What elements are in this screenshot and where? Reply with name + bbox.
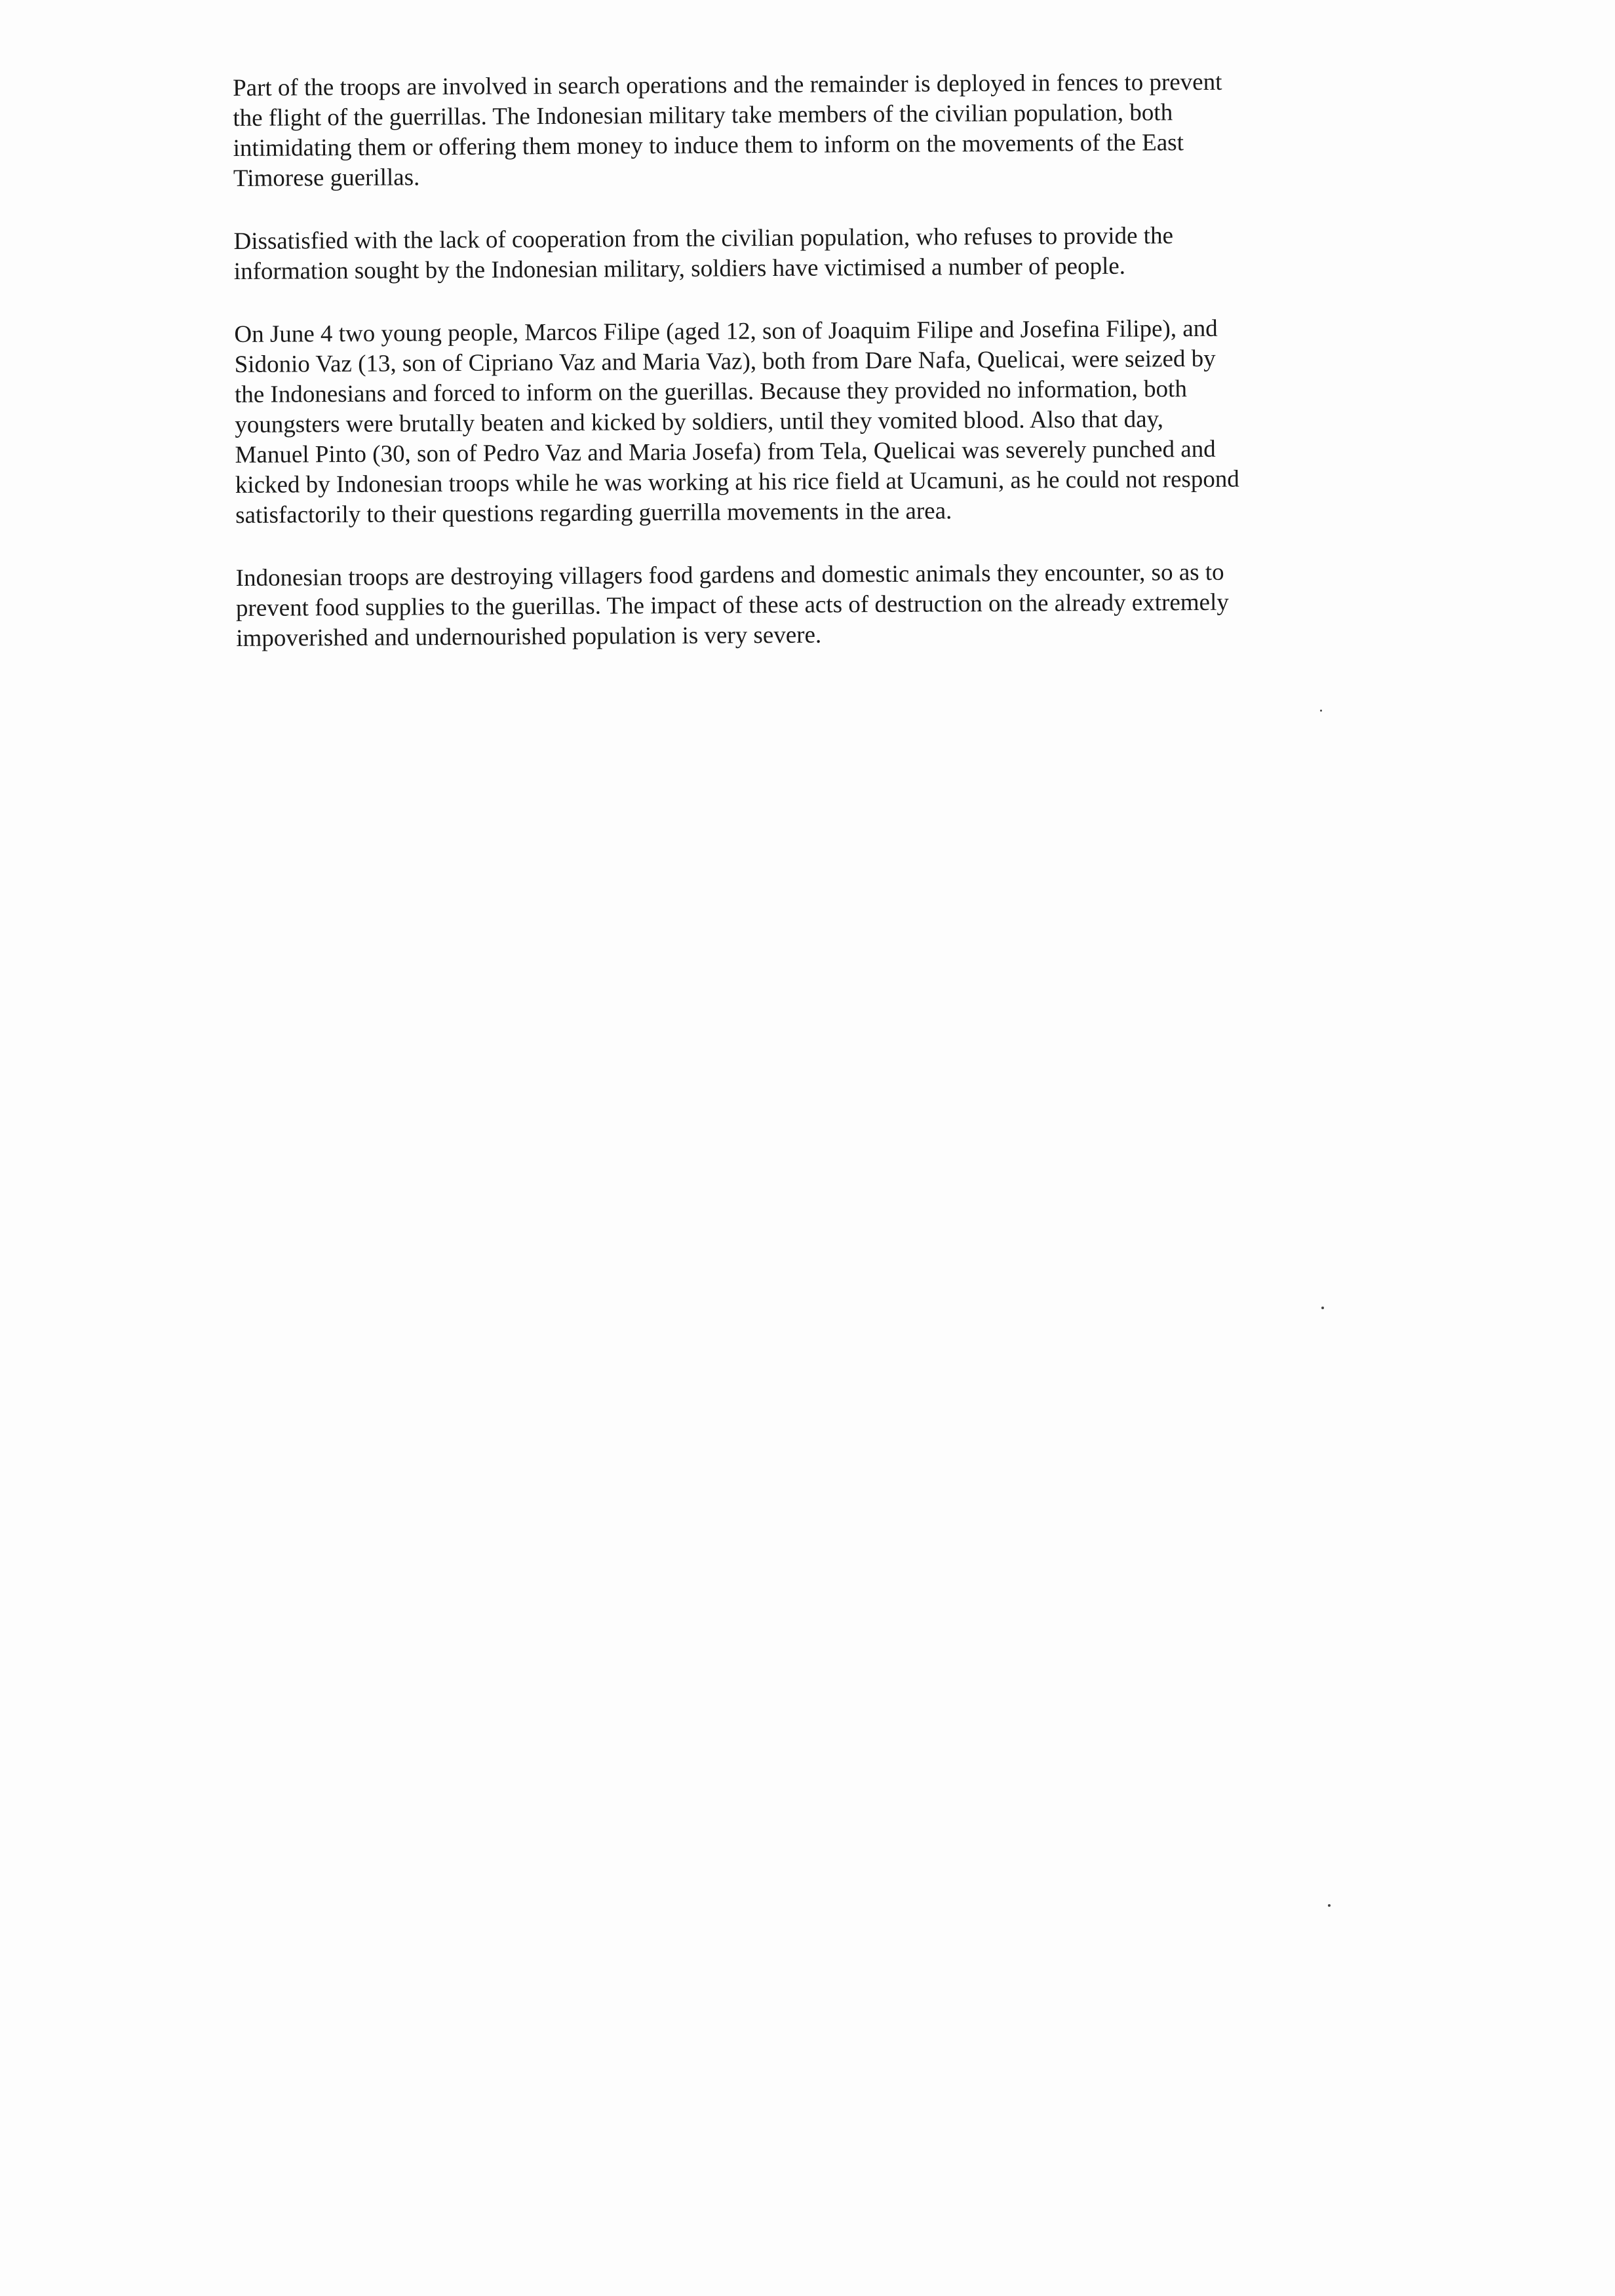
scan-speck: [1321, 1307, 1324, 1309]
paragraph-lack-of-cooperation: Dissatisfied with the lack of cooperation from the civilian population, who refuses to provide the information sought by the Indonesian military, soldiers have victimised a number of people.: [233, 222, 1174, 285]
document-body: [233, 66, 1390, 687]
paragraph-food-destruction: Indonesian troops are destroying villagers food gardens and domestic animals they encounter, so as to prevent food supplies to the guerillas. The impact of these acts of destruction on the already extremely impoverished and undernourished population is very severe.: [235, 558, 1229, 652]
scan-speck: [1328, 1904, 1331, 1907]
scan-speck: [1320, 710, 1322, 712]
paragraph-june-4-incidents: On June 4 two young people, Marcos Filipe (aged 12, son of Joaquim Filipe and Josefina Filipe), and Sidonio Vaz (13, son of Cipriano Vaz and Maria Vaz), both from Dare Nafa, Quelicai, were seized by the Indonesians and forced to inform on the guerillas. Because they provided no information, both youngsters were brutally beaten and kicked by soldiers, until they vomited blood. Also that day, Manuel Pinto (30, son of Pedro Vaz and Maria Josefa) from Tela, Quelicai was severely punched and kicked by Indonesian troops while he was working at his rice field at Ucamuni, as he could not respond satisfactorily to their questions regarding guerrilla movements in the area.: [234, 315, 1239, 529]
paragraph-troop-operations: Part of the troops are involved in search operations and the remainder is deployed in fences to prevent the flight of the guerrillas. The Indonesian military take members of the civilian population, both intimidating them or offering them money to induce them to inform on the movements of the East Timorese guerillas.: [233, 68, 1222, 192]
